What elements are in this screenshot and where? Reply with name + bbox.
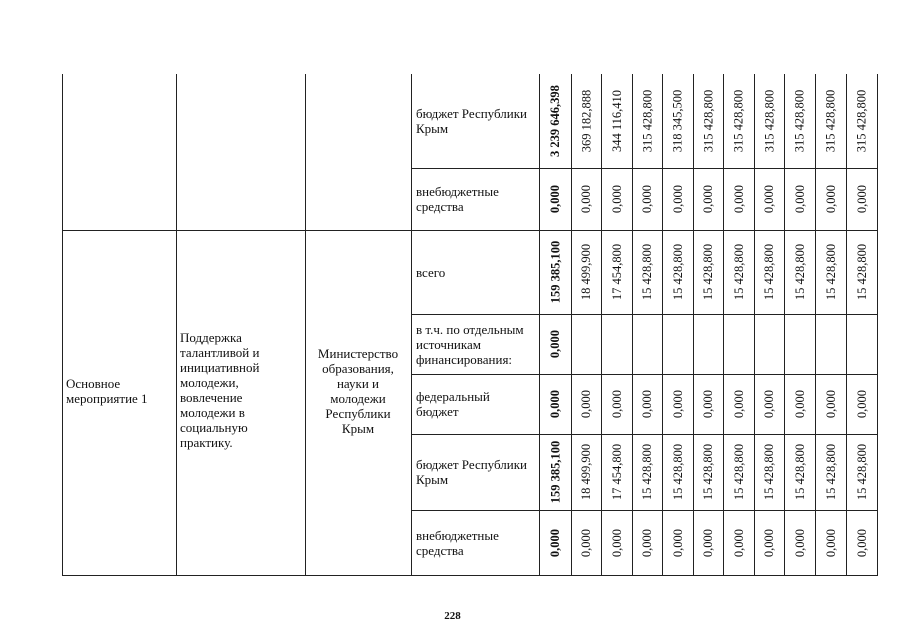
grid-line <box>539 74 540 576</box>
activity-name-cell <box>66 376 170 406</box>
year-value: 15 428,800 <box>640 443 655 501</box>
year-value: 0,000 <box>823 184 838 214</box>
source-cell: внебюджетные средства <box>416 527 499 558</box>
year-value: 0,000 <box>854 184 869 214</box>
grid-line <box>411 74 412 576</box>
year-value: 0,000 <box>640 389 655 419</box>
year-value: 315 428,800 <box>700 89 715 153</box>
year-value: 315 428,800 <box>792 89 807 153</box>
grid-line <box>754 74 755 576</box>
activity-description: Поддержка талантливой и инициативной молодежи, вовлечение молодежи в социальную практику. <box>180 330 260 450</box>
year-value: 15 428,800 <box>731 243 746 301</box>
year-value: 0,000 <box>823 389 838 419</box>
year-value: 0,000 <box>579 528 594 557</box>
year-value: 0,000 <box>731 184 746 214</box>
year-value: 0,000 <box>762 528 777 557</box>
activity-executor: Министерство образования, науки и молодежи Республики Крым <box>317 346 399 436</box>
year-value: 15 428,800 <box>670 443 685 501</box>
year-value: 0,000 <box>854 389 869 419</box>
grid-line <box>877 74 878 576</box>
year-value: 0,000 <box>762 184 777 214</box>
year-value: 15 428,800 <box>701 243 716 301</box>
year-value: 315 428,800 <box>761 89 776 153</box>
grid-line <box>784 74 785 576</box>
year-value: 15 428,800 <box>823 443 838 501</box>
total-value: 0,000 <box>548 184 563 214</box>
grid-line <box>662 74 663 576</box>
year-value: 0,000 <box>854 528 869 557</box>
source-cell: в т.ч. по отдельным источникам финансирования: <box>416 321 524 367</box>
year-value: 0,000 <box>579 389 594 419</box>
year-value: 0,000 <box>731 528 746 557</box>
year-value: 0,000 <box>670 528 685 557</box>
grid-line <box>62 575 878 576</box>
year-value: 15 428,800 <box>854 443 869 501</box>
grid-line <box>601 74 602 576</box>
year-value: 344 116,410 <box>609 89 624 153</box>
year-value: 15 428,800 <box>792 243 807 301</box>
total-value: 0,000 <box>548 528 563 557</box>
activity-executor-cell <box>308 346 408 436</box>
year-value: 315 428,800 <box>639 89 654 153</box>
grid-line <box>632 74 633 576</box>
total-value: 0,000 <box>548 389 563 419</box>
year-value: 15 428,800 <box>823 243 838 301</box>
grid-line <box>846 74 847 576</box>
activity-description-cell <box>180 330 300 450</box>
year-value: 18 499,900 <box>579 243 594 301</box>
year-value: 15 428,800 <box>792 443 807 501</box>
grid-line <box>305 74 306 576</box>
grid-line <box>693 74 694 576</box>
source-cell: бюджет Республики Крым <box>416 457 528 487</box>
total-value: 3 239 646,398 <box>547 85 562 157</box>
year-value: 15 428,800 <box>762 443 777 501</box>
source-cell: всего <box>416 264 446 280</box>
source-cell: внебюджетные средства <box>416 184 499 214</box>
year-value: 0,000 <box>670 184 685 214</box>
year-value: 0,000 <box>640 184 655 214</box>
year-value: 15 428,800 <box>701 443 716 501</box>
year-value: 0,000 <box>670 389 685 419</box>
grid-line <box>571 74 572 576</box>
source-cell: бюджет Республики Крым <box>416 106 528 136</box>
grid-line <box>176 74 177 576</box>
year-value: 15 428,800 <box>762 243 777 301</box>
grid-line <box>723 74 724 576</box>
year-value: 369 182,888 <box>578 89 593 153</box>
year-value: 318 345,500 <box>670 89 685 153</box>
year-value: 0,000 <box>823 528 838 557</box>
year-value: 17 454,800 <box>609 443 624 501</box>
year-value: 15 428,800 <box>854 243 869 301</box>
year-value: 0,000 <box>609 389 624 419</box>
grid-line <box>815 74 816 576</box>
year-value: 0,000 <box>792 389 807 419</box>
total-value: 159 385,100 <box>547 440 562 504</box>
year-value: 15 428,800 <box>640 243 655 301</box>
year-value: 0,000 <box>609 184 624 214</box>
year-value: 15 428,800 <box>670 243 685 301</box>
year-value: 315 428,800 <box>823 89 838 153</box>
year-value: 18 499,900 <box>579 443 594 501</box>
activity-name: Основное мероприятие 1 <box>66 376 148 406</box>
year-value: 0,000 <box>792 528 807 557</box>
year-value: 0,000 <box>701 528 716 557</box>
year-value: 315 428,800 <box>854 89 869 153</box>
year-value: 17 454,800 <box>609 243 624 301</box>
budget-table <box>62 74 877 575</box>
year-value: 0,000 <box>731 389 746 419</box>
year-value: 0,000 <box>609 528 624 557</box>
year-value: 315 428,800 <box>731 89 746 153</box>
year-value: 0,000 <box>701 184 716 214</box>
year-value: 0,000 <box>579 184 594 214</box>
year-value: 0,000 <box>762 389 777 419</box>
total-value: 0,000 <box>548 329 563 359</box>
page-number: 228 <box>444 610 461 622</box>
source-cell: федеральный бюджет <box>416 389 490 419</box>
grid-line <box>62 74 63 576</box>
year-value: 0,000 <box>640 528 655 557</box>
year-value: 0,000 <box>792 184 807 214</box>
total-value: 159 385,100 <box>547 240 562 304</box>
year-value: 0,000 <box>701 389 716 419</box>
year-value: 15 428,800 <box>731 443 746 501</box>
